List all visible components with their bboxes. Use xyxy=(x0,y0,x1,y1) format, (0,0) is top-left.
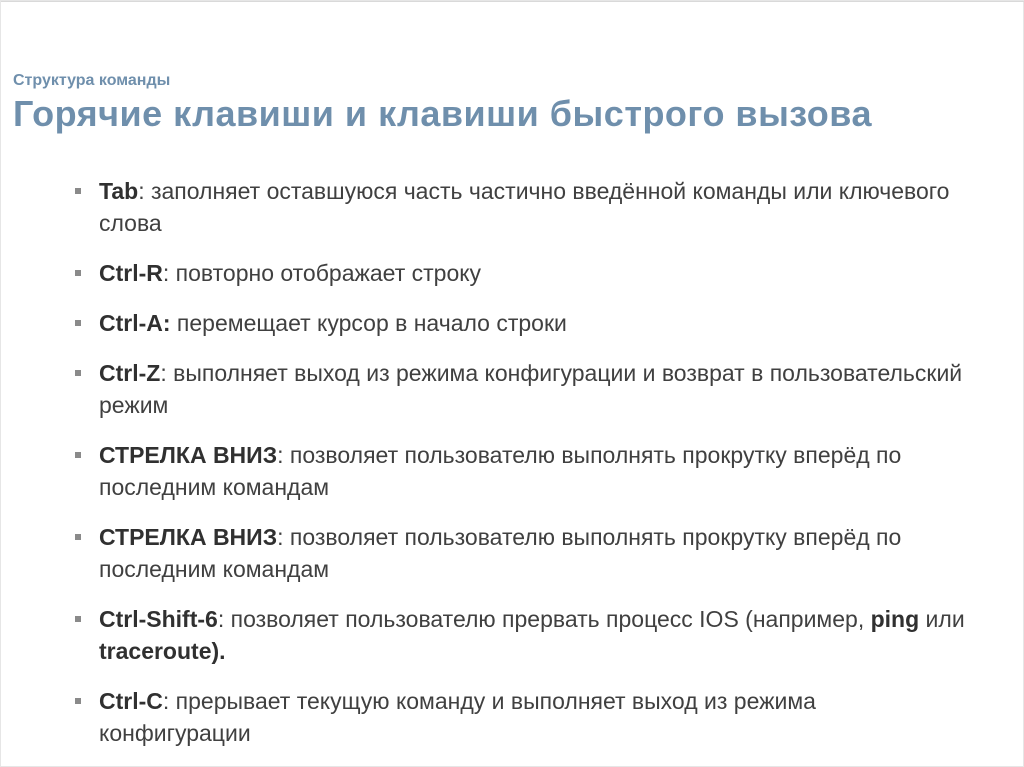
bullet-tab xyxy=(73,175,973,239)
bullet-ctrl-a xyxy=(73,307,973,339)
bullet-ctrl-shift-6 xyxy=(73,603,973,667)
bullet-key: Ctrl-C xyxy=(99,688,163,714)
bullet-arrow-down-2 xyxy=(73,521,973,585)
bullet-text: : позволяет пользователю выполнять прокрутку вперёд по последним командам xyxy=(99,442,902,500)
bullet-key-traceroute: traceroute). xyxy=(99,638,226,664)
bullet-ctrl-r xyxy=(73,257,973,289)
bullet-text: : повторно отображает строку xyxy=(162,260,482,286)
bullet-key: Ctrl-Z xyxy=(99,360,161,386)
slide-title: Горячие клавиши и клавиши быстрого вызова xyxy=(13,93,872,134)
bullet-key: СТРЕЛКА ВНИЗ xyxy=(99,442,278,468)
bullet-marker-icon xyxy=(75,452,81,458)
bullet-marker-icon xyxy=(75,270,81,276)
bullet-text-or: или xyxy=(919,606,965,632)
bullet-key: Ctrl-A: xyxy=(99,310,171,336)
bullet-text: : выполняет выход из режима конфигурации и возврат в пользовательский режим xyxy=(99,360,963,418)
bullet-marker-icon xyxy=(75,370,81,376)
bullet-arrow-down-1 xyxy=(73,439,973,503)
bullet-text: : прерывает текущую команду и выполняет выход из режима конфигурации xyxy=(99,688,816,746)
bullet-key: Ctrl-R xyxy=(99,260,163,286)
bullet-text: : позволяет пользователю выполнять прокрутку вперёд по последним командам xyxy=(99,524,902,582)
bullet-marker-icon xyxy=(75,698,81,704)
slide-subtitle: Структура команды xyxy=(13,72,171,89)
bullet-marker-icon xyxy=(75,534,81,540)
bullet-key: Ctrl-Shift-6 xyxy=(99,606,218,632)
bullet-key: СТРЕЛКА ВНИЗ xyxy=(99,524,278,550)
bullet-ctrl-c xyxy=(73,685,973,749)
bullet-ctrl-z xyxy=(73,357,973,421)
bullet-marker-icon xyxy=(75,616,81,622)
bullet-list xyxy=(73,175,973,749)
top-divider xyxy=(1,1,1024,2)
bullet-marker-icon xyxy=(75,188,81,194)
bullet-text: перемещает курсор в начало строки xyxy=(170,310,567,336)
bullet-key: Tab xyxy=(99,178,139,204)
bullet-text: : заполняет оставшуюся часть частично введённой команды или ключевого слова xyxy=(99,178,950,236)
slide-header xyxy=(13,71,1013,135)
bullet-marker-icon xyxy=(75,320,81,326)
bullet-key-ping: ping xyxy=(870,606,920,632)
bullet-text: : позволяет пользователю прервать процесс IOS (например, xyxy=(217,606,871,632)
